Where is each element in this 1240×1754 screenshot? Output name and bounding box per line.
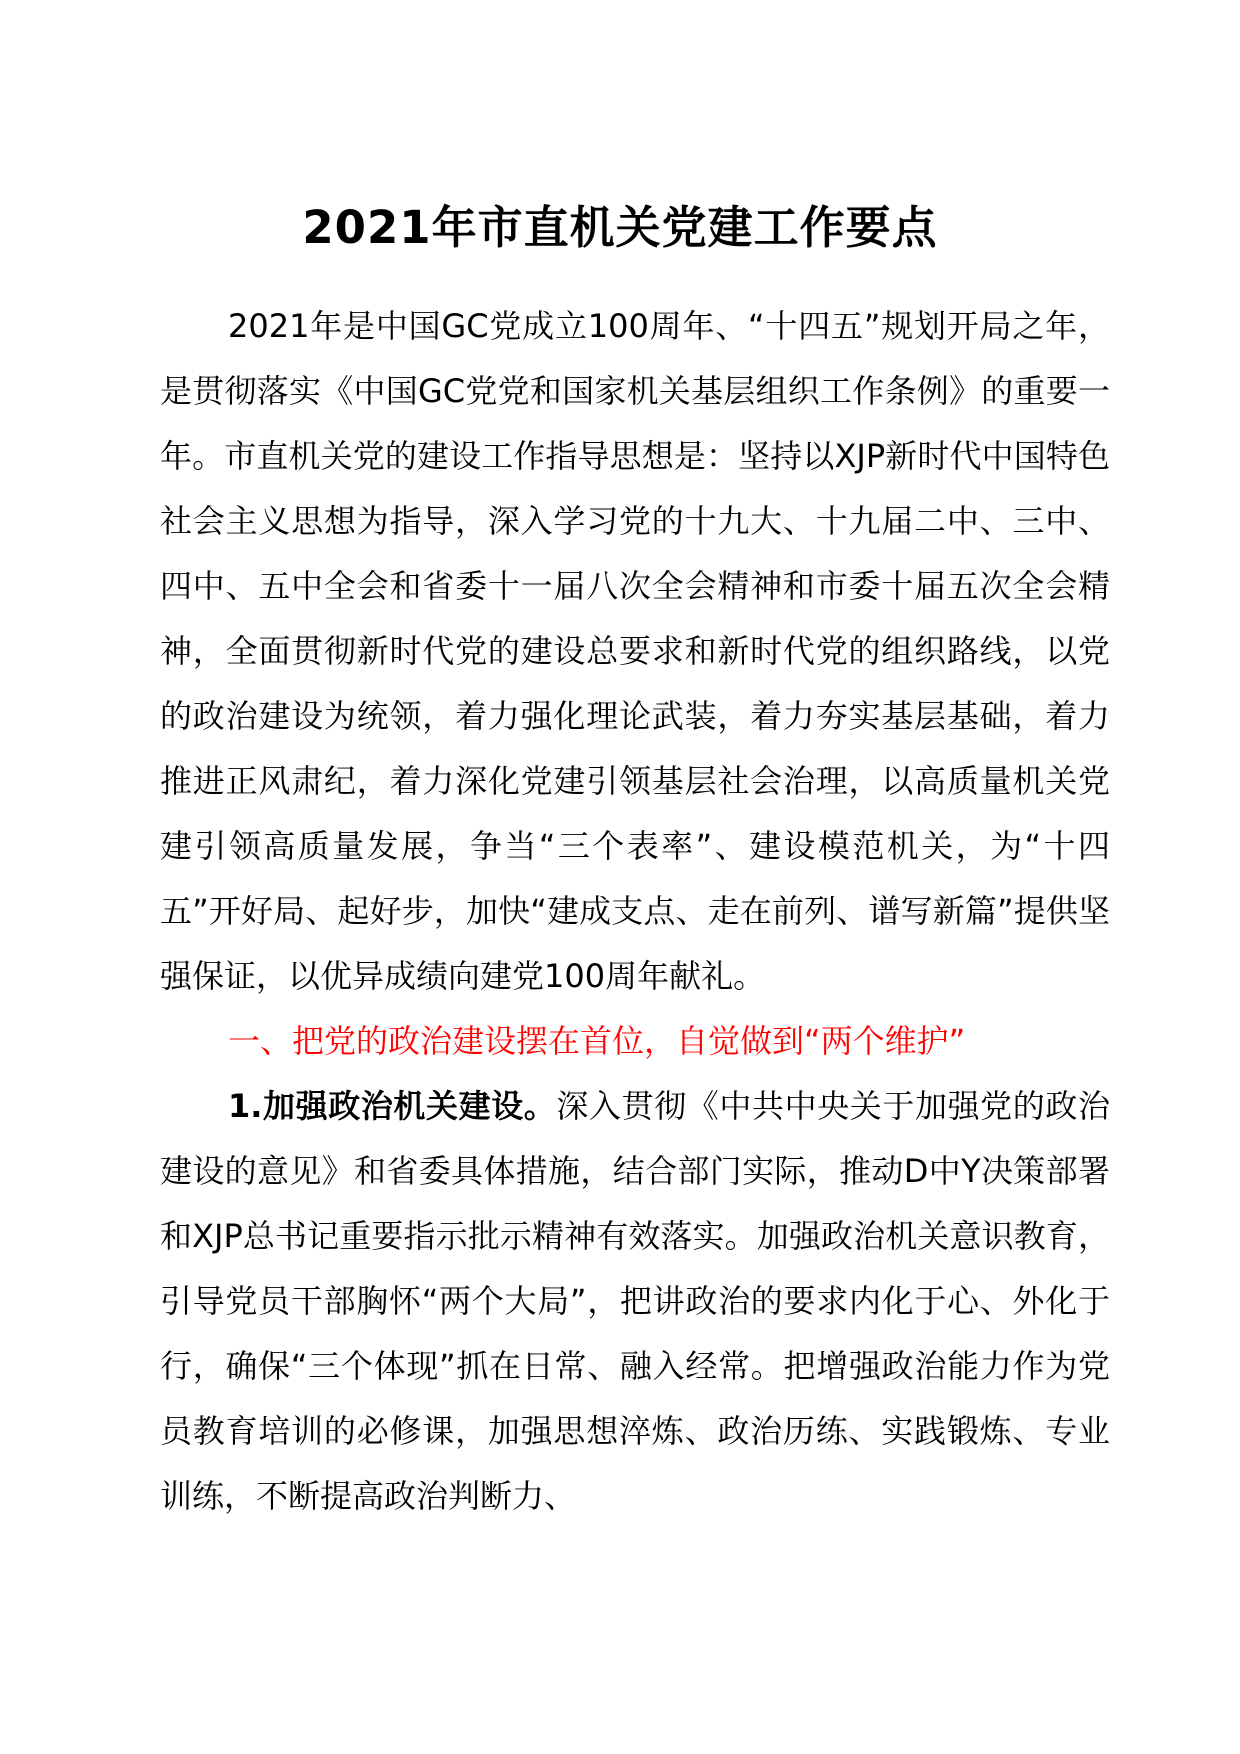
item-body-text: 深入贯彻《中共中央关于加强党的政治建设的意见》和省委具体措施，结合部门实际，推动D中Y决策部署和XJP总书记重要指示批示精神有效落实。加强政治机关意识教育，引导党员干部胸怀“两个大局”，把讲政治的要求内化于心、外化于行，确保“三个体现”抓在日常、融入经常。把增强政治能力作为党员教育培训的必修课，加强思想淬炼、政治历练、实践锻炼、专业训练，不断提高政治判断力、	[160, 1087, 1110, 1515]
intro-paragraph: 2021年是中国GC党成立100周年、“十四五”规划开局之年，是贯彻落实《中国GC党党和国家机关基层组织工作条例》的重要一年。市直机关党的建设工作指导思想是：坚持以XJP新时代中国特色社会主义思想为指导，深入学习党的十九大、十九届二中、三中、四中、五中全会和省委十一届八次全会精神和市委十届五次全会精神，全面贯彻新时代党的建设总要求和新时代党的组织路线，以党的政治建设为统领，着力强化理论武装，着力夯实基层基础，着力推进正风肃纪，着力深化党建引领基层社会治理，以高质量机关党建引领高质量发展，争当“三个表率”、建设模范机关，为“十四五”开好局、起好步，加快“建成支点、走在前列、谱写新篇”提供坚强保证，以优异成绩向建党100周年献礼。	[160, 307, 1110, 995]
document-title: 2021年市直机关党建工作要点	[302, 201, 938, 254]
section-item-paragraph	[160, 1074, 1110, 1529]
document-body	[160, 294, 1110, 1529]
section-heading: 一、把党的政治建设摆在首位，自觉做到“两个维护”	[228, 1022, 966, 1060]
item-lead-title: 1.加强政治机关建设。	[228, 1087, 557, 1125]
